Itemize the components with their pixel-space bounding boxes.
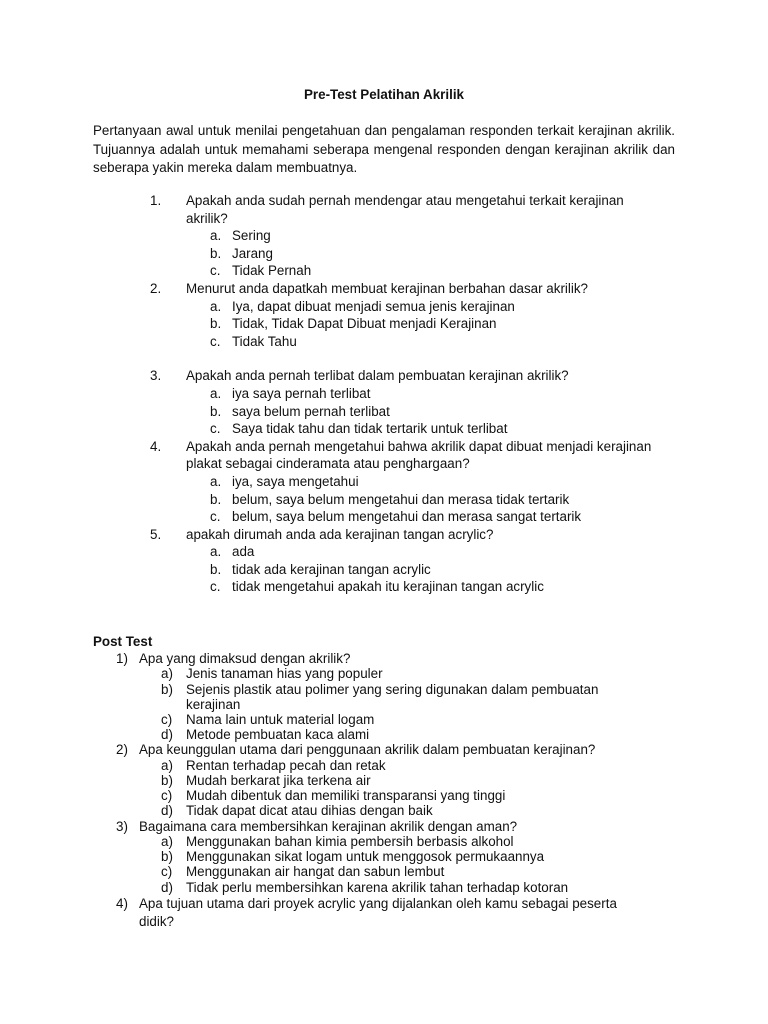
option-item bbox=[0, 385, 768, 403]
option-text: Metode pembuatan kaca alami bbox=[186, 727, 370, 743]
pretest-question bbox=[0, 367, 652, 385]
option-item bbox=[0, 880, 636, 895]
option-letter: a) bbox=[161, 757, 173, 773]
option-list bbox=[0, 298, 768, 351]
option-text: Sejenis plastik atau polimer yang sering digunakan dalam pembuatan kerajinan bbox=[186, 681, 599, 712]
option-text: belum, saya belum mengetahui dan merasa sangat tertarik bbox=[232, 509, 582, 525]
option-item bbox=[0, 227, 768, 245]
option-letter: d) bbox=[161, 727, 173, 743]
option-text: tidak mengetahui apakah itu kerajinan tangan acrylic bbox=[232, 579, 544, 595]
posttest-section bbox=[0, 651, 768, 931]
option-letter: a. bbox=[210, 385, 222, 401]
option-item bbox=[0, 403, 768, 421]
option-item bbox=[0, 333, 768, 351]
option-item bbox=[0, 758, 636, 773]
option-letter: c. bbox=[210, 579, 221, 595]
option-letter: a. bbox=[210, 298, 222, 314]
option-text: Tidak perlu membersihkan karena akrilik tahan terhadap kotoran bbox=[186, 879, 569, 895]
option-text: Tidak Pernah bbox=[232, 263, 312, 279]
option-letter: b) bbox=[161, 773, 173, 789]
option-item bbox=[0, 849, 636, 864]
posttest-question bbox=[0, 742, 639, 757]
option-item bbox=[0, 864, 636, 879]
option-letter: c. bbox=[210, 333, 221, 349]
pretest-question bbox=[0, 280, 652, 298]
option-text: Iya, dapat dibuat menjadi semua jenis kerajinan bbox=[232, 298, 515, 314]
option-text: Menggunakan bahan kimia pembersih berbasis alkohol bbox=[186, 834, 514, 850]
posttest-question bbox=[0, 651, 639, 666]
spacer bbox=[0, 350, 768, 367]
question-text: Apa yang dimaksud dengan akrilik? bbox=[139, 651, 351, 666]
option-item bbox=[0, 666, 636, 681]
option-text: Tidak dapat dicat atau dihias dengan baik bbox=[186, 803, 433, 819]
option-text: saya belum pernah terlibat bbox=[232, 403, 390, 419]
option-letter: b. bbox=[210, 403, 222, 419]
option-letter: a. bbox=[210, 228, 222, 244]
option-text: Menggunakan sikat logam untuk menggosok permukaannya bbox=[186, 849, 545, 865]
option-item bbox=[0, 420, 768, 438]
option-item bbox=[0, 727, 636, 742]
option-letter: a) bbox=[161, 834, 173, 850]
posttest-question bbox=[0, 819, 639, 834]
intro-paragraph: Pertanyaan awal untuk menilai pengetahuan dan pengalaman responden terkait kerajinan akrilik. Tujuannya adalah untuk memahami seberapa mengenal responden dengan kerajinan akrilik dan seberapa yakin mereka dalam membuatnya. bbox=[93, 123, 675, 175]
question-text: apakah dirumah anda ada kerajinan tangan acrylic? bbox=[186, 526, 494, 542]
option-item bbox=[0, 682, 636, 712]
option-text: Jenis tanaman hias yang populer bbox=[186, 666, 383, 682]
option-text: Rentan terhadap pecah dan retak bbox=[186, 757, 386, 773]
option-letter: d) bbox=[161, 803, 173, 819]
question-number: 3) bbox=[116, 818, 128, 834]
option-list bbox=[0, 666, 768, 742]
option-list bbox=[0, 543, 768, 596]
option-item bbox=[0, 262, 768, 280]
option-letter: a. bbox=[210, 544, 222, 560]
option-item bbox=[0, 508, 768, 526]
option-text: belum, saya belum mengetahui dan merasa tidak tertarik bbox=[232, 491, 570, 507]
question-number: 1. bbox=[150, 193, 162, 208]
option-list bbox=[0, 473, 768, 526]
option-text: Mudah dibentuk dan memiliki transparansi yang tinggi bbox=[186, 788, 506, 804]
option-letter: b. bbox=[210, 316, 222, 332]
question-text: Apa keunggulan utama dari penggunaan akrilik dalam pembuatan kerajinan? bbox=[139, 742, 596, 758]
option-item bbox=[0, 491, 768, 509]
option-text: Jarang bbox=[232, 245, 273, 261]
posttest-question bbox=[0, 895, 639, 931]
option-item bbox=[0, 473, 768, 491]
pretest-question bbox=[0, 192, 652, 227]
question-text: Apakah anda pernah mengetahui bahwa akrilik dapat dibuat menjadi kerajinan plakat sebagai cinderamata atau penghargaan? bbox=[186, 438, 652, 472]
option-list bbox=[0, 227, 768, 280]
option-letter: b. bbox=[210, 561, 222, 577]
option-letter: b) bbox=[161, 681, 173, 697]
question-number: 1) bbox=[116, 651, 128, 666]
option-text: Saya tidak tahu dan tidak tertarik untuk terlibat bbox=[232, 421, 508, 437]
option-letter: b) bbox=[161, 849, 173, 865]
option-letter: c) bbox=[161, 864, 173, 880]
question-number: 3. bbox=[150, 368, 162, 384]
option-letter: c. bbox=[210, 509, 221, 525]
pretest-question bbox=[0, 438, 652, 473]
option-letter: c. bbox=[210, 421, 221, 437]
option-letter: c. bbox=[210, 263, 221, 279]
option-item bbox=[0, 803, 636, 818]
option-item bbox=[0, 298, 768, 316]
option-item bbox=[0, 788, 636, 803]
option-item bbox=[0, 561, 768, 579]
option-item bbox=[0, 773, 636, 788]
pretest-question bbox=[0, 526, 652, 544]
option-text: Tidak, Tidak Dapat Dibuat menjadi Kerajinan bbox=[232, 316, 497, 332]
option-letter: c) bbox=[161, 788, 173, 804]
option-text: iya, saya mengetahui bbox=[232, 473, 359, 489]
option-letter: a) bbox=[161, 666, 173, 682]
option-text: Menggunakan air hangat dan sabun lembut bbox=[186, 864, 445, 880]
question-number: 4. bbox=[150, 438, 162, 454]
option-item bbox=[0, 578, 768, 596]
posttest-heading: Post Test bbox=[93, 634, 153, 649]
option-item bbox=[0, 315, 768, 333]
option-item bbox=[0, 245, 768, 263]
option-text: Mudah berkarat jika terkena air bbox=[186, 773, 371, 789]
option-text: Nama lain untuk material logam bbox=[186, 712, 375, 728]
option-list bbox=[0, 834, 768, 895]
question-number: 2. bbox=[150, 280, 162, 296]
option-list bbox=[0, 385, 768, 438]
option-item bbox=[0, 834, 636, 849]
option-letter: d) bbox=[161, 879, 173, 895]
option-text: tidak ada kerajinan tangan acrylic bbox=[232, 561, 431, 577]
question-text: Apakah anda sudah pernah mendengar atau mengetahui terkait kerajinan akrilik? bbox=[186, 193, 624, 226]
option-letter: c) bbox=[161, 712, 173, 728]
document-title: Pre-Test Pelatihan Akrilik bbox=[303, 87, 464, 102]
pretest-section bbox=[0, 192, 768, 596]
option-text: ada bbox=[232, 544, 255, 560]
option-letter: b. bbox=[210, 245, 222, 261]
option-text: Tidak Tahu bbox=[232, 333, 297, 349]
question-number: 4) bbox=[116, 895, 128, 911]
option-list bbox=[0, 758, 768, 819]
option-item bbox=[0, 543, 768, 561]
option-letter: a. bbox=[210, 473, 222, 489]
question-text: Apa tujuan utama dari proyek acrylic yang dijalankan oleh kamu sebagai peserta didik? bbox=[139, 895, 617, 929]
option-text: iya saya pernah terlibat bbox=[232, 385, 371, 401]
question-text: Apakah anda pernah terlibat dalam pembuatan kerajinan akrilik? bbox=[186, 368, 569, 384]
question-number: 2) bbox=[116, 742, 128, 758]
question-text: Bagaimana cara membersihkan kerajinan akrilik dengan aman? bbox=[139, 818, 518, 834]
question-number: 5. bbox=[150, 526, 162, 542]
question-text: Menurut anda dapatkah membuat kerajinan berbahan dasar akrilik? bbox=[186, 280, 588, 296]
option-letter: b. bbox=[210, 491, 222, 507]
option-item bbox=[0, 712, 636, 727]
option-text: Sering bbox=[232, 228, 271, 244]
